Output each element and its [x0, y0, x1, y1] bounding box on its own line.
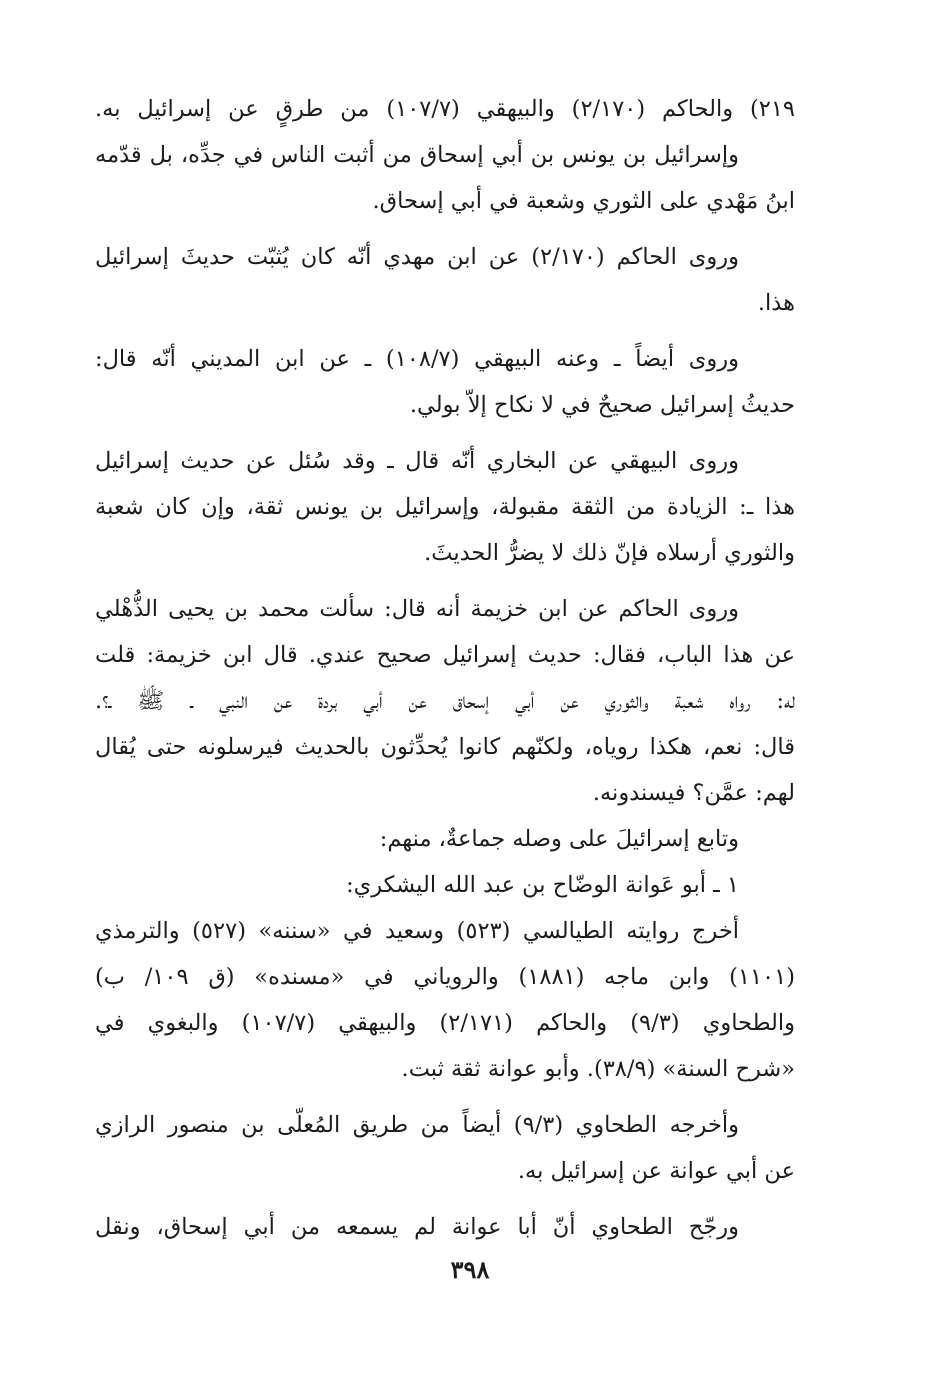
text-line: (١١٠١) وابن ماجه (١٨٨١) والروياني في «مسنده» (ق ١٠٩/ ب): [95, 964, 795, 990]
text-line: حديثُ إسرائيل صحيحٌ في لا نكاح إلاّ بولي.: [409, 392, 795, 418]
page-number: ٣٩٨: [450, 1255, 490, 1284]
text-line: ١ ـ أبو عَوانة الوضّاح بن عبد الله اليشكري:: [346, 872, 739, 898]
text-line: والثوري أرسلاه فإنّ ذلك لا يضرُّ الحديثَ.: [424, 540, 795, 566]
text-line: هذا ـ: الزيادة من الثقة مقبولة، وإسرائيل بن يونس ثقة، وإن كان شعبة: [95, 494, 795, 520]
text-line: عن هذا الباب، فقال: حديث إسرائيل صحيح عندي. قال ابن خزيمة: قلت: [95, 642, 795, 668]
text-line: له: رواه شعبة والثوري عن أبي إسحاق عن أبي بردة عن النبي ـ ﷺ ـ؟.: [95, 688, 795, 714]
text-line: قال: نعم، هكذا روياه، ولكنّهم كانوا يُحدِّثون بالحديث فيرسلونه حتى يُقال: [95, 734, 795, 760]
text-line: لهم: عمَّن؟ فيسندونه.: [592, 780, 795, 806]
text-line: «شرح السنة» (٣٨/٩). وأبو عوانة ثقة ثبت.: [401, 1056, 795, 1082]
text-line: وروى البيهقي عن البخاري أنّه قال ـ وقد سُئل عن حديث إسرائيل: [95, 448, 739, 474]
text-line: وإسرائيل بن يونس بن أبي إسحاق من أثبت الناس في جدِّه، بل قدّمه: [95, 142, 739, 168]
text-line: والطحاوي (٩/٣) والحاكم (٢/١٧١) والبيهقي (١٠٧/٧) والبغوي في: [95, 1010, 795, 1036]
text-line: وروى الحاكم عن ابن خزيمة أنه قال: سألت محمد بن يحيى الذُّهْلي: [95, 596, 739, 622]
text-line: وروى أيضاً ـ وعنه البيهقي (١٠٨/٧) ـ عن ابن المديني أنّه قال:: [95, 346, 739, 372]
page-body: [95, 86, 795, 1250]
text-line: وأخرجه الطحاوي (٩/٣) أيضاً من طريق المُعلّى بن منصور الرازي: [95, 1112, 739, 1138]
text-line: ورجّح الطحاوي أنّ أبا عوانة لم يسمعه من أبي إسحاق، ونقل: [95, 1214, 739, 1240]
text-line: ٢١٩) والحاكم (٢/١٧٠) والبيهقي (١٠٧/٧) من طرقٍ عن إسرائيل به.: [95, 96, 796, 122]
text-line: وتابع إسرائيلَ على وصله جماعةٌ، منهم:: [379, 826, 739, 852]
text-line: عن أبي عوانة عن إسرائيل به.: [517, 1158, 795, 1184]
text-line: أخرج روايته الطيالسي (٥٢٣) وسعيد في «سننه» (٥٢٧) والترمذي: [95, 918, 739, 944]
text-line: ابنُ مَهْدي على الثوري وشعبة في أبي إسحاق.: [372, 188, 795, 214]
text-line: وروى الحاكم (٢/١٧٠) عن ابن مهدي أنّه كان يُثبّت حديثَ إسرائيل: [95, 244, 739, 270]
text-line: هذا.: [757, 290, 795, 316]
